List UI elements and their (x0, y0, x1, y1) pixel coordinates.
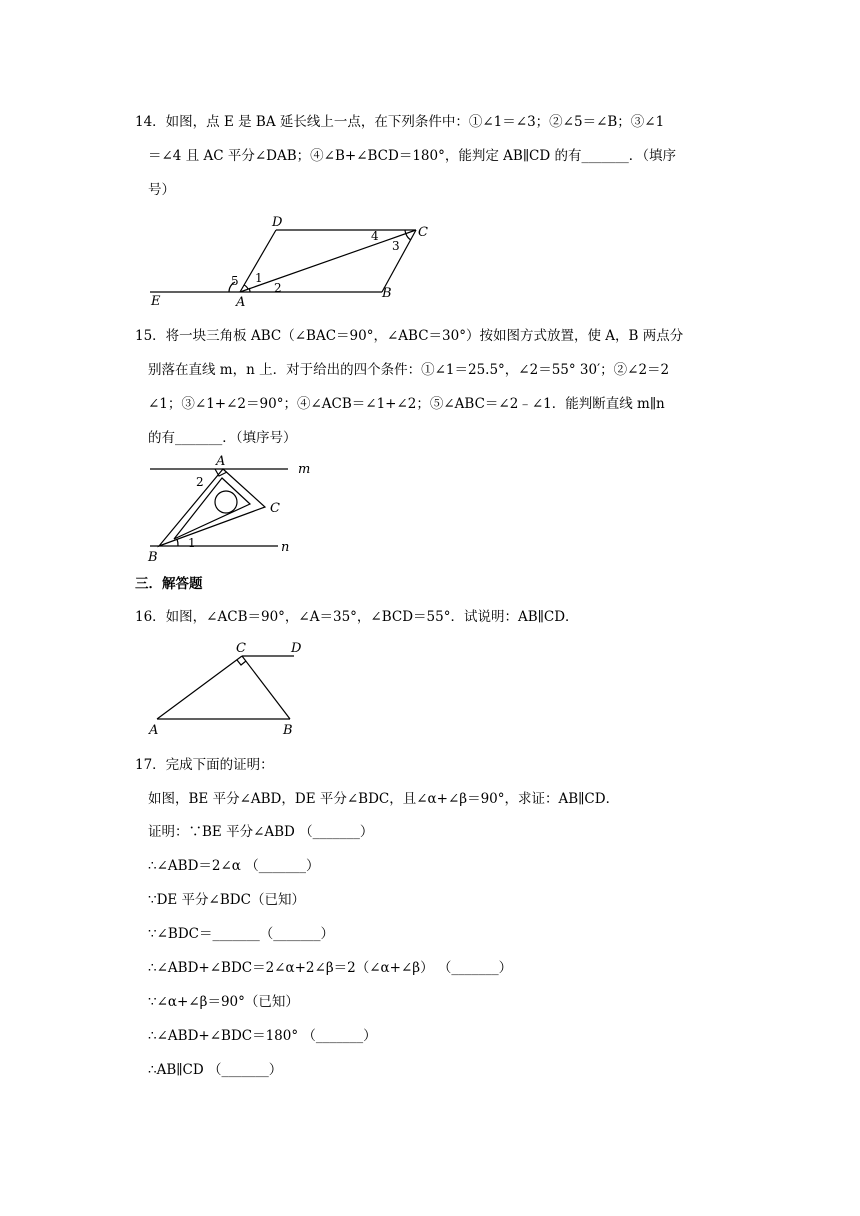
q17-line-6: ∵∠BDC＝_______（_______） (148, 926, 334, 942)
point-B-label: B (148, 550, 158, 565)
angle-1-label: 1 (188, 536, 196, 550)
angle-1-label: 1 (255, 271, 263, 285)
point-B-label: B (283, 723, 293, 738)
q17-line-2: 如图，BE 平分∠ABD，DE 平分∠BDC，且∠α+∠β＝90°，求证：AB∥CD． (148, 791, 620, 807)
angle-4-label: 4 (371, 229, 379, 243)
q17-line-9: ∴∠ABD+∠BDC＝180° （_______） (148, 1028, 377, 1044)
line-m-label: m (298, 462, 311, 477)
segment-CB (242, 656, 290, 719)
point-B-label: B (382, 286, 392, 301)
point-C-label: C (270, 501, 280, 516)
q17-line-4: ∴∠ABD＝2∠α （_______） (148, 858, 320, 874)
point-A-label: A (216, 454, 226, 469)
point-A-label: A (236, 295, 246, 310)
point-D-label: D (291, 641, 302, 656)
point-C-label: C (236, 641, 246, 656)
angle-2-label: 2 (274, 281, 282, 295)
q16-line-1: 16．如图，∠ACB＝90°，∠A＝35°，∠BCD＝55°．试说明：AB∥CD． (135, 609, 579, 625)
q17-line-10: ∴AB∥CD （_______） (148, 1062, 283, 1078)
point-C-label: C (418, 225, 428, 240)
q14-line-2: ＝∠4 且 AC 平分∠DAB；④∠B+∠BCD＝180°，能判定 AB∥CD 的有_______．（填序 (148, 148, 676, 164)
q17-line-7: ∴∠ABD+∠BDC＝2∠α+2∠β＝2（∠α+∠β） （_______） (148, 960, 513, 976)
section-3-heading: 三．解答题 (135, 576, 203, 592)
point-A-label: A (149, 723, 159, 738)
q17-line-8: ∵∠α+∠β＝90°（已知） (148, 994, 299, 1010)
line-n-label: n (281, 540, 290, 555)
q17-line-1: 17．完成下面的证明： (135, 757, 274, 773)
q15-line-2: 别落在直线 m，n 上．对于给出的四个条件：①∠1＝25.5°，∠2＝55° 30′；②∠2＝2 (148, 362, 670, 378)
q14-line-1: 14．如图，点 E 是 BA 延长线上一点，在下列条件中：①∠1＝∠3；②∠5＝∠B；③∠1 (135, 114, 665, 130)
q15-line-3: ∠1；③∠1+∠2＝90°；④∠ACB＝∠1+∠2；⑤∠ABC＝∠2﹣∠1．能判断直线 m∥n (148, 396, 665, 412)
angle-2-label: 2 (196, 475, 204, 489)
q17-line-5: ∵DE 平分∠BDC（已知） (148, 892, 305, 908)
q17-line-3: 证明：∵BE 平分∠ABD （_______） (148, 824, 374, 840)
q14-line-3: 号） (148, 182, 175, 198)
angle-5-label: 5 (231, 274, 239, 288)
q15-line-4: 的有_______．（填序号） (148, 430, 297, 446)
right-angle-mark (237, 660, 246, 665)
segment-AC (157, 656, 242, 719)
point-D-label: D (272, 215, 283, 230)
point-E-label: E (151, 294, 161, 309)
angle-3-label: 3 (392, 239, 400, 253)
q15-line-1: 15．将一块三角板 ABC（∠BAC＝90°，∠ABC＝30°）按如图方式放置，使 A，B 两点分 (135, 328, 684, 344)
